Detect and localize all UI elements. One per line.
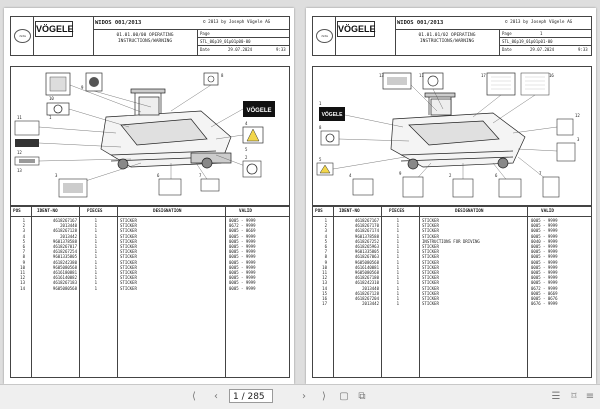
svg-text:12: 12 [575, 113, 580, 118]
date-box [197, 45, 290, 55]
svg-text:6: 6 [495, 173, 498, 178]
cell-pos: 7 [324, 249, 327, 255]
svg-text:11: 11 [419, 73, 424, 78]
cell-pieces: 1 [396, 285, 399, 291]
cell-designation: STICKER [422, 233, 439, 239]
brand-logo: VÖGELE [337, 21, 375, 37]
cell-designation: STICKER [422, 223, 439, 229]
cell-ident-no: 4618267128 [354, 290, 379, 296]
col-header-ident: IDENT-NO [37, 209, 58, 214]
date-box [499, 45, 592, 55]
bookmark-icon[interactable]: ⌑ [571, 391, 577, 402]
page-number: 1 [540, 31, 543, 36]
col-header-designation: DESIGNATION [153, 209, 182, 214]
section-code: 01.01.00/00 OPERATING [116, 33, 174, 38]
svg-text:9: 9 [81, 85, 84, 90]
parts-table [312, 206, 592, 378]
cell-ident-no: 4618267254 [52, 249, 77, 255]
cell-pos: 8 [22, 254, 25, 260]
title-block [10, 16, 290, 56]
section-name: INSTRUCTIONS/WARNING [419, 39, 475, 44]
cell-valid: 0005 - 9999 [531, 233, 558, 239]
copyright: © 2013 by Joseph Vögele AG [203, 20, 271, 25]
cell-valid: 0005 - 9999 [531, 254, 558, 260]
col-header-pieces: PIECES [87, 209, 103, 214]
cell-designation: STICKER [120, 233, 137, 239]
cell-ident-no: 9605080568 [52, 264, 77, 270]
cell-designation: INSTRUCTIONS FOR DRIVING [422, 238, 480, 244]
cell-pieces: 1 [396, 244, 399, 249]
svg-text:16: 16 [549, 73, 554, 78]
divider [93, 17, 94, 55]
divider [395, 17, 396, 55]
cell-pieces: 1 [94, 270, 97, 275]
cell-pos: 10 [322, 264, 327, 270]
cell-valid: 0005 - 9999 [229, 285, 256, 291]
cell-pieces: 1 [94, 223, 97, 229]
svg-text:11: 11 [17, 115, 22, 120]
part-id: STL_06p19_01p01p00-00 [200, 39, 251, 44]
cell-ident-no: 4618242380 [52, 259, 77, 265]
cell-valid: 0005 - 9999 [229, 275, 256, 281]
cell-valid: 0005 - 9999 [229, 238, 256, 244]
cell-valid: 0005 - 9999 [531, 280, 558, 286]
cell-pieces: 1 [396, 290, 399, 296]
date-label: Date [200, 47, 210, 52]
cell-ident-no: 4618267167 [354, 218, 379, 223]
date-value: 29.07.2024 [530, 47, 555, 52]
cell-pieces: 1 [396, 238, 399, 244]
cell-ident-no: 4618267128 [52, 228, 77, 234]
cell-designation: STICKER [422, 218, 439, 223]
col-header-valid: VALID [541, 209, 554, 214]
cell-ident-no: 4618267167 [52, 218, 77, 223]
cell-designation: STICKER [422, 275, 439, 281]
svg-text:3: 3 [55, 173, 58, 178]
prev-page-icon[interactable]: ‹ [214, 391, 218, 402]
cell-designation: STICKER [120, 280, 137, 286]
svg-text:13: 13 [17, 168, 22, 173]
doc-title: WIDOS 001/2013 [397, 20, 444, 26]
doc-title: WIDOS 001/2013 [95, 20, 142, 26]
cell-designation: STICKER [120, 228, 137, 234]
cell-valid: 0005 - 9999 [229, 259, 256, 265]
cell-ident-no: 4618267252 [354, 238, 379, 244]
col-header-designation: DESIGNATION [455, 209, 484, 214]
svg-text:4: 4 [245, 121, 248, 126]
svg-text:4: 4 [349, 173, 352, 178]
title-block [312, 16, 592, 56]
cell-valid: 0005 - 0669 [229, 228, 256, 234]
paver-sticker-drawing [313, 67, 591, 205]
cell-designation: STICKER [422, 259, 439, 265]
cell-pos: 8 [324, 254, 327, 260]
cell-valid: 0005 - 9999 [531, 270, 558, 275]
cell-designation: STICKER [422, 244, 439, 249]
cell-valid: 0005 - 9999 [531, 264, 558, 270]
svg-text:2: 2 [245, 155, 248, 160]
cell-ident-no: 9605080568 [354, 270, 379, 275]
cell-pos: 15 [322, 290, 327, 296]
page-left [4, 8, 294, 384]
cell-pieces: 1 [396, 280, 399, 286]
menu-icon[interactable]: ≡ [585, 391, 595, 402]
cell-pieces: 1 [94, 233, 97, 239]
paver-sticker-drawing [11, 67, 289, 205]
cell-designation: STICKER [120, 264, 137, 270]
cell-pieces: 1 [94, 249, 97, 255]
col-header-pos: POS [315, 209, 323, 214]
cell-pos: 10 [20, 264, 25, 270]
cell-designation: STICKER [422, 301, 439, 307]
cell-pos: 6 [22, 244, 25, 249]
svg-text:3: 3 [577, 137, 580, 142]
page-label: Page [200, 31, 210, 36]
svg-text:VÖGELE: VÖGELE [246, 108, 272, 114]
cell-pieces: 1 [94, 254, 97, 260]
cell-designation: STICKER [120, 275, 137, 281]
cell-ident-no: 4618267170 [354, 223, 379, 229]
cell-ident-no: 2013440 [362, 285, 379, 291]
cell-ident-no: 9601378588 [52, 238, 77, 244]
cell-valid: 0005 - 9999 [229, 249, 256, 255]
cell-pieces: 1 [396, 233, 399, 239]
section-code: 01.01.01/02 OPERATING [418, 33, 476, 38]
cell-designation: STICKER [120, 223, 137, 229]
col-header-valid: VALID [239, 209, 252, 214]
cell-ident-no: 4616140082 [52, 275, 77, 281]
cell-pieces: 1 [396, 301, 399, 307]
cell-pos: 4 [22, 233, 25, 239]
cell-pieces: 1 [94, 228, 97, 234]
cell-ident-no: 2013442 [60, 233, 77, 239]
divider [11, 216, 289, 217]
cell-pos: 9 [324, 259, 327, 265]
cell-valid: 0672 - 9999 [229, 223, 256, 229]
cell-pieces: 1 [396, 228, 399, 234]
cell-pieces: 1 [396, 296, 399, 301]
cell-ident-no: 9601335805 [52, 254, 77, 260]
cell-designation: STICKER [422, 290, 439, 296]
cell-valid: 0005 - 0676 [531, 296, 558, 301]
cell-designation: STICKER [422, 280, 439, 286]
svg-text:2: 2 [449, 173, 452, 178]
cell-pieces: 1 [94, 275, 97, 281]
company-seal: JVAG [14, 29, 31, 43]
next-page-icon[interactable]: › [302, 391, 306, 402]
cell-designation: STICKER [422, 264, 439, 270]
cell-designation: STICKER [120, 218, 137, 223]
cell-designation: STICKER [422, 296, 439, 301]
cell-ident-no: 9601335805 [354, 249, 379, 255]
cell-valid: 0005 - 0669 [531, 290, 558, 296]
cell-valid: 0005 - 9999 [531, 218, 558, 223]
time-value: 9:33 [578, 47, 588, 52]
cell-pos: 16 [322, 296, 327, 301]
cell-pos: 12 [322, 275, 327, 281]
cell-ident-no: 9605080568 [354, 259, 379, 265]
cell-pieces: 1 [396, 270, 399, 275]
cell-ident-no: 4616140081 [354, 264, 379, 270]
exploded-view-drawing [10, 66, 290, 206]
cell-valid: 0005 - 9999 [229, 264, 256, 270]
cell-designation: STICKER [120, 285, 137, 291]
date-value: 29.07.2024 [228, 47, 253, 52]
svg-text:17: 17 [481, 73, 486, 78]
cell-valid: 0005 - 9999 [531, 249, 558, 255]
fit-page-icon[interactable]: ⧉ [358, 391, 366, 402]
cell-pos: 1 [22, 218, 25, 223]
date-label: Date [502, 47, 512, 52]
view-mode-icon[interactable]: ▢ [339, 391, 349, 402]
cell-ident-no: 4618267180 [354, 275, 379, 281]
stamp-area [313, 17, 336, 55]
svg-text:7: 7 [199, 173, 202, 178]
svg-text:8: 8 [319, 125, 322, 130]
cell-designation: STICKER [422, 285, 439, 291]
cell-valid: 0005 - 9999 [229, 254, 256, 260]
cell-pieces: 1 [396, 218, 399, 223]
cell-pos: 14 [322, 285, 327, 291]
cell-pieces: 1 [94, 244, 97, 249]
svg-text:VÖGELE: VÖGELE [321, 112, 343, 118]
table-row [313, 301, 591, 306]
cell-valid: 0005 - 9999 [531, 275, 558, 281]
cell-designation: STICKER [120, 238, 137, 244]
cell-pos: 9 [22, 259, 25, 265]
cell-pos: 4 [324, 233, 327, 239]
cell-designation: STICKER [422, 228, 439, 234]
cell-ident-no: 4618267183 [52, 280, 77, 286]
cell-designation: STICKER [120, 249, 137, 255]
cell-designation: STICKER [422, 254, 439, 260]
page-label: Page [502, 31, 512, 36]
svg-text:10: 10 [49, 96, 54, 101]
cell-ident-no: 4618242310 [354, 280, 379, 286]
cell-ident-no: 9601378588 [354, 233, 379, 239]
cell-pos: 3 [22, 228, 25, 234]
svg-text:12: 12 [17, 150, 22, 155]
cell-pos: 7 [22, 249, 25, 255]
svg-text:13: 13 [379, 73, 384, 78]
section-name: INSTRUCTIONS/WARNING [117, 39, 173, 44]
cell-valid: 0005 - 9999 [531, 228, 558, 234]
stamp-area [11, 17, 34, 55]
svg-text:7: 7 [539, 171, 542, 176]
cell-pos: 2 [324, 223, 327, 229]
cell-pieces: 1 [94, 218, 97, 223]
cell-pos: 14 [20, 285, 25, 291]
brand-logo: VÖGELE [35, 21, 73, 37]
cell-pieces: 1 [396, 249, 399, 255]
first-page-icon[interactable]: ⟨ [192, 391, 196, 402]
cell-valid: 0005 - 9999 [229, 280, 256, 286]
cell-pieces: 1 [396, 275, 399, 281]
cell-pieces: 1 [396, 223, 399, 229]
cell-ident-no: 4618267204 [354, 296, 379, 301]
cell-pos: 5 [324, 238, 327, 244]
cell-pieces: 1 [396, 259, 399, 265]
cell-designation: STICKER [120, 244, 137, 249]
cell-pos: 2 [22, 223, 25, 229]
cell-valid: 0005 - 9999 [229, 218, 256, 223]
last-page-icon[interactable]: ⟩ [322, 391, 326, 402]
cell-valid: 0676 - 9999 [531, 301, 558, 307]
page-right [306, 8, 596, 384]
pdf-toolbar [0, 384, 600, 409]
cell-ident-no: 4618267174 [354, 228, 379, 234]
cell-pos: 11 [322, 270, 327, 275]
cell-pos: 5 [22, 238, 25, 244]
cell-pieces: 1 [396, 264, 399, 270]
cell-pos: 12 [20, 275, 25, 281]
cell-valid: 0005 - 9999 [229, 270, 256, 275]
cell-pos: 11 [20, 270, 25, 275]
svg-text:6: 6 [157, 173, 160, 178]
divider [313, 216, 591, 217]
part-id: STL_06p19_01p01p01-00 [502, 39, 553, 44]
cell-designation: STICKER [120, 254, 137, 260]
company-seal: JVAG [316, 29, 333, 43]
cell-pieces: 1 [94, 280, 97, 286]
svg-text:9: 9 [399, 171, 402, 176]
svg-text:1: 1 [319, 101, 322, 106]
cell-pieces: 1 [94, 259, 97, 265]
cell-designation: STICKER [120, 270, 137, 275]
cell-ident-no: 2013442 [362, 301, 379, 307]
cell-pieces: 1 [94, 285, 97, 291]
cell-pos: 13 [322, 280, 327, 286]
cell-pos: 17 [322, 301, 327, 307]
cell-ident-no: 4616180881 [52, 270, 77, 275]
parts-table [10, 206, 290, 378]
cell-ident-no: 4618267017 [52, 244, 77, 249]
cell-valid: 0672 - 9999 [531, 285, 558, 291]
exploded-view-drawing [312, 66, 592, 206]
cell-ident-no: 9605080568 [52, 285, 77, 291]
cell-pos: 3 [324, 228, 327, 234]
cell-pieces: 1 [396, 254, 399, 260]
cell-pos: 13 [20, 280, 25, 286]
cell-valid: 0005 - 9999 [531, 244, 558, 249]
cell-ident-no: 2013440 [60, 223, 77, 229]
cell-designation: STICKER [422, 270, 439, 275]
svg-text:8: 8 [221, 73, 224, 78]
cell-valid: 0040 - 9999 [531, 238, 558, 244]
cell-pieces: 1 [94, 264, 97, 270]
svg-text:5: 5 [245, 147, 248, 152]
page-number-input[interactable]: 1 / 285 [229, 389, 273, 403]
svg-text:1: 1 [49, 115, 52, 120]
cell-ident-no: 4618267063 [354, 254, 379, 260]
time-value: 9:33 [276, 47, 286, 52]
cell-valid: 0005 - 9999 [229, 244, 256, 249]
cell-pieces: 1 [94, 238, 97, 244]
cell-ident-no: 4618265963 [354, 244, 379, 249]
table-row [11, 286, 289, 291]
cell-valid: 0005 - 9999 [229, 233, 256, 239]
col-header-ident: IDENT-NO [339, 209, 360, 214]
svg-text:5: 5 [319, 157, 322, 162]
copyright: © 2013 by Joseph Vögele AG [505, 20, 573, 25]
col-header-pos: POS [13, 209, 21, 214]
cell-designation: STICKER [120, 259, 137, 265]
cell-pos: 1 [324, 218, 327, 223]
cell-pos: 6 [324, 244, 327, 249]
cell-valid: 0005 - 9999 [531, 259, 558, 265]
toc-icon[interactable]: ☰ [551, 391, 561, 402]
cell-valid: 0005 - 9999 [531, 223, 558, 229]
col-header-pieces: PIECES [389, 209, 405, 214]
cell-designation: STICKER [422, 249, 439, 255]
